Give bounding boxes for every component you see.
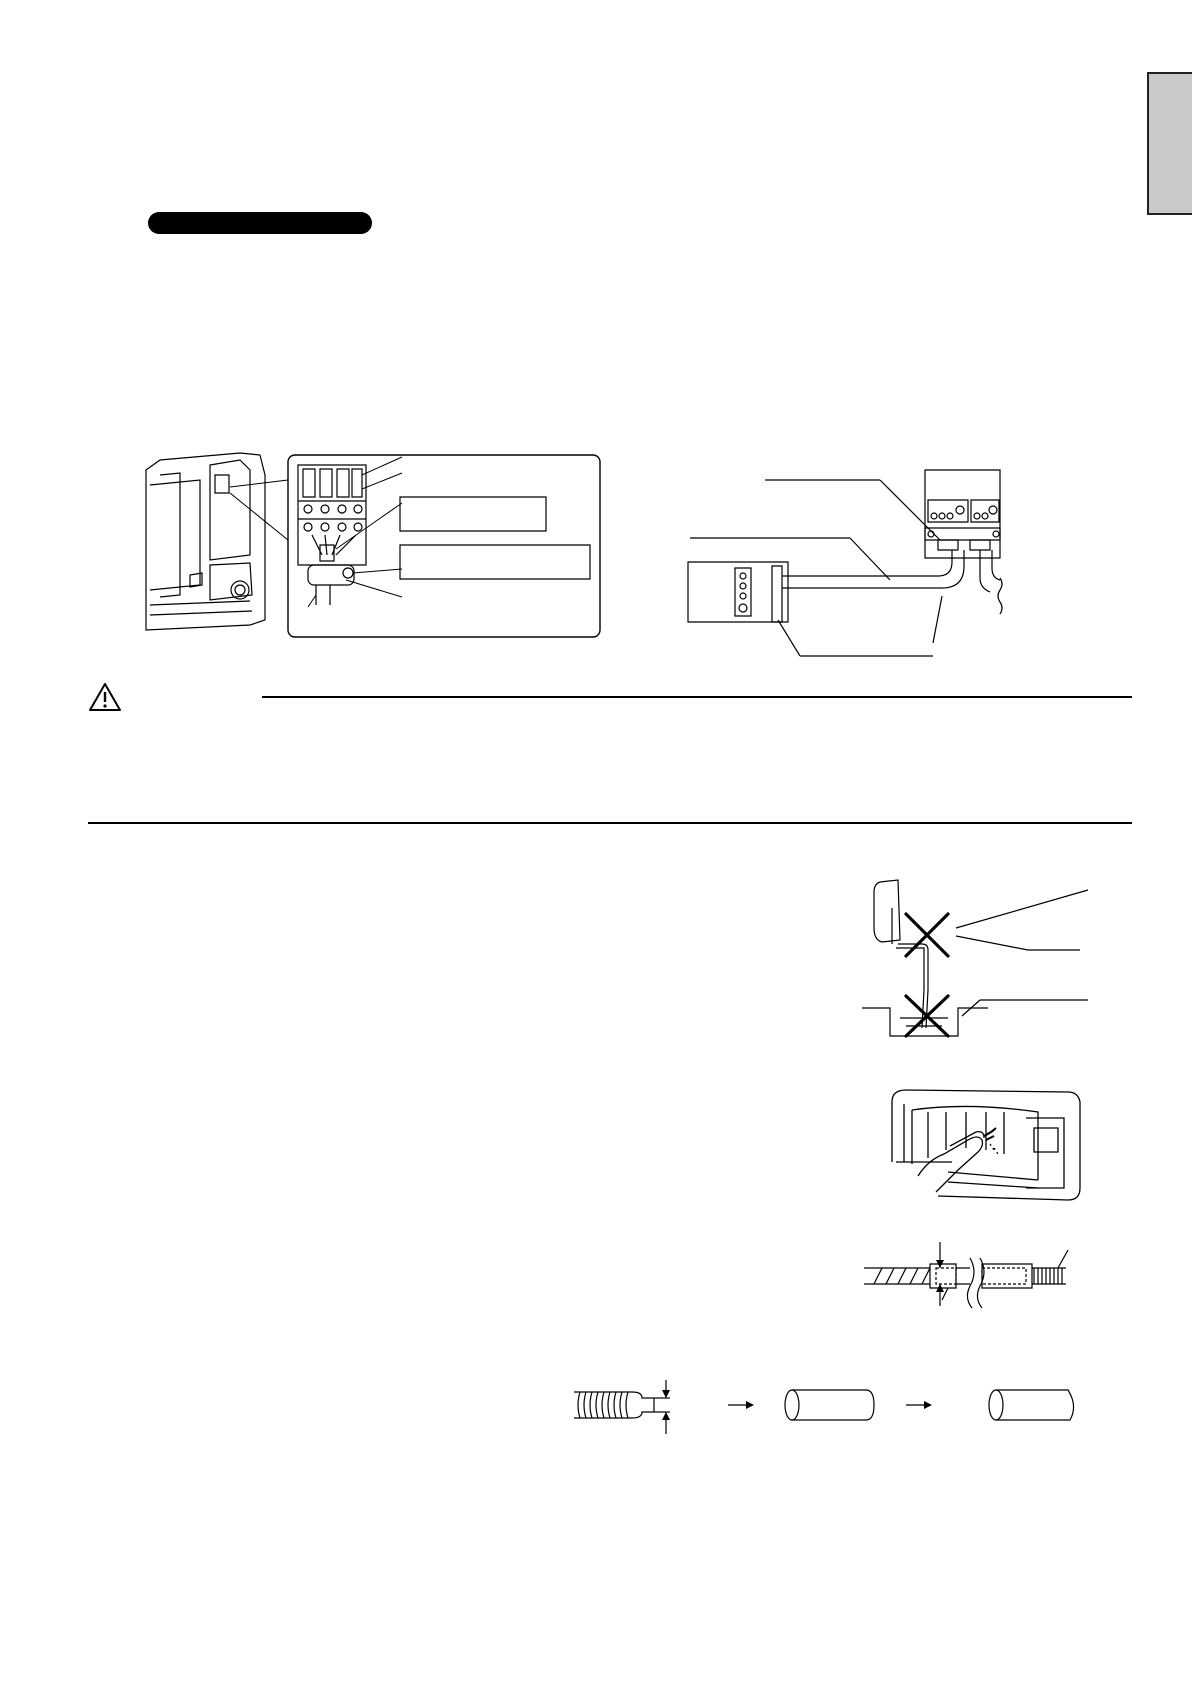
indoor-unit-outline [874, 880, 900, 942]
terminal-block-figure [140, 445, 600, 640]
terminal-label-box-1 [400, 497, 546, 531]
wiring-connection-figure [680, 468, 1010, 668]
terminal-zoom-box [288, 455, 600, 637]
caution-bottom-rule [88, 822, 1132, 824]
section-header-bar [148, 212, 372, 234]
indoor-unit-side-sketch [146, 453, 265, 630]
drain-hose-joint-figure [862, 1238, 1072, 1308]
water-test-figure [888, 1088, 1088, 1203]
indoor-terminal-box [688, 562, 788, 622]
hose-cut-sequence-figure [570, 1376, 1082, 1436]
cut-pipe-2 [996, 1390, 1074, 1420]
cut-pipe-1 [792, 1390, 874, 1420]
callout-connectors [230, 480, 288, 540]
language-side-tab [1147, 72, 1192, 215]
warning-triangle-icon [88, 682, 122, 712]
drain-prohibition-figure [868, 878, 1088, 1043]
caution-top-rule [262, 696, 1132, 698]
terminal-label-box-2 [400, 545, 590, 579]
